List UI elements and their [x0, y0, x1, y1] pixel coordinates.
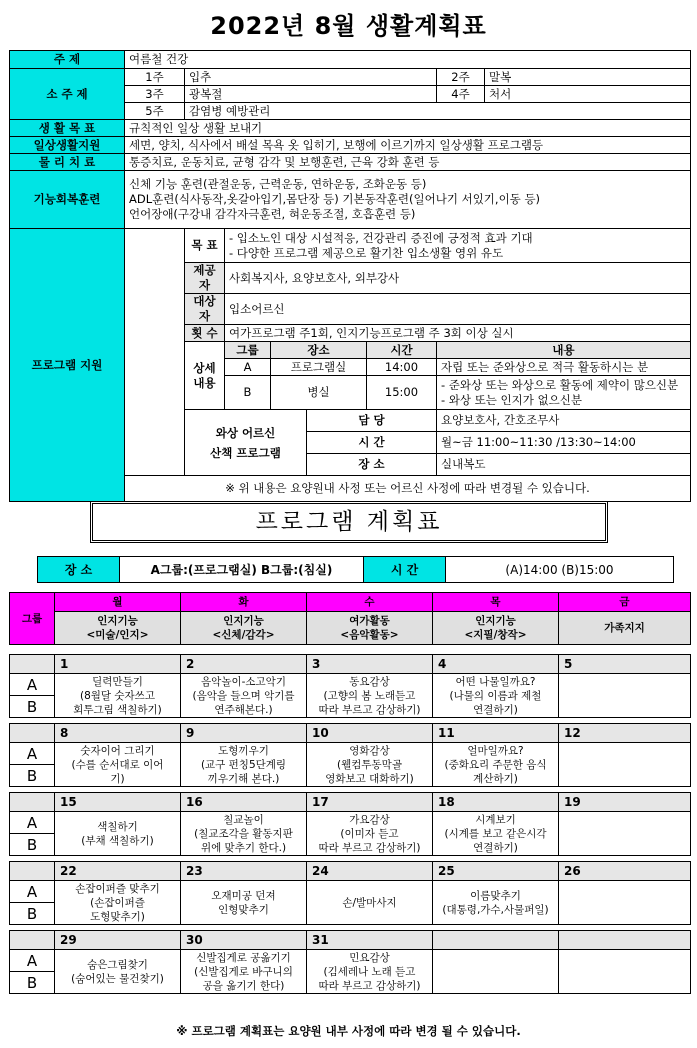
date-number: 24	[307, 862, 433, 881]
date-number: 4	[433, 655, 559, 674]
group-b-label: B	[10, 696, 55, 718]
program-cell-line: (이미자 듣고	[340, 827, 399, 840]
program-cell	[307, 812, 433, 856]
goal-label: 생 활 목 표	[10, 120, 125, 137]
activity-type	[559, 612, 691, 645]
program-cell-line: 어떤 나물일까요?	[455, 675, 536, 688]
walk-label-line: 와상 어르신	[215, 425, 276, 440]
program-cell-line: 따라 부르고 감상하기)	[318, 703, 421, 716]
week-theme: 입추	[185, 69, 437, 86]
program-cell	[559, 950, 691, 994]
num-row-spacer	[10, 724, 55, 743]
program-cell	[55, 881, 181, 925]
program-cell-line: (교구 펀칭5단계링	[200, 758, 287, 771]
program-cell-line: 따라 부르고 감상하기)	[318, 979, 421, 992]
date-number: 12	[559, 724, 691, 743]
detail-time: 15:00	[367, 376, 437, 410]
date-number: 5	[559, 655, 691, 674]
program-cell-line: 이름맞추기	[470, 889, 521, 902]
day-header: 수	[307, 593, 433, 612]
provider-value: 사회복지사, 요양보호사, 외부강사	[225, 263, 691, 294]
program-cell	[181, 812, 307, 856]
program-cell-line: (신발집게로 바구니의	[194, 965, 293, 978]
footer-note: ※ 프로그램 계획표는 요양원 내부 사정에 따라 변경 될 수 있습니다.	[176, 1024, 521, 1038]
program-cell	[559, 812, 691, 856]
program-cell-line: 오재미공 던져	[211, 889, 276, 902]
program-cell	[307, 743, 433, 787]
activity-type	[181, 612, 307, 645]
program-cell-line: 민요감상	[349, 951, 390, 964]
week-theme: 감염병 예방관리	[185, 103, 691, 120]
date-number: 22	[55, 862, 181, 881]
date-number: 18	[433, 793, 559, 812]
program-cell	[181, 674, 307, 718]
detail-header: 장소	[271, 342, 367, 359]
week-num: 1주	[125, 69, 185, 86]
program-cell	[433, 881, 559, 925]
date-number: 26	[559, 862, 691, 881]
program-cell	[307, 950, 433, 994]
activity-type-line: <지필/창작>	[464, 629, 527, 641]
group-b-label: B	[10, 972, 55, 994]
program-cell-line: 회투그림 색칠하기)	[73, 703, 162, 716]
purpose-value	[225, 229, 691, 263]
date-number: 9	[181, 724, 307, 743]
program-cell-line: 영화보고 대화하기)	[325, 772, 414, 785]
program-cell-line: 연결하기)	[473, 703, 518, 716]
physio-label: 물 리 치 료	[10, 154, 125, 171]
daily-label: 일상생활지원	[10, 137, 125, 154]
program-cell-line: 끼우기해 본다.)	[207, 772, 280, 785]
week-theme: 광복절	[185, 86, 437, 103]
program-cell	[55, 743, 181, 787]
detail-place: 프로그램실	[271, 359, 367, 376]
program-cell-line: 얼마일까요?	[467, 744, 524, 757]
group-a-label: A	[10, 950, 55, 972]
program-title: 프로그램 계획표	[90, 501, 608, 543]
program-cell-line: (고향의 봄 노래듣고	[323, 689, 416, 702]
detail-header: 내용	[437, 342, 691, 359]
date-number: 2	[181, 655, 307, 674]
program-cell-line: 음악놀이-소고악기	[201, 675, 286, 688]
program-cell-line: 칠교놀이	[223, 813, 264, 826]
program-cell	[55, 674, 181, 718]
week-num: 3주	[125, 86, 185, 103]
activity-type	[307, 612, 433, 645]
date-number: 23	[181, 862, 307, 881]
week-theme: 처서	[485, 86, 691, 103]
program-cell-line: 영화감상	[349, 744, 390, 757]
num-row-spacer	[10, 655, 55, 674]
program-cell	[55, 812, 181, 856]
detail-group: A	[225, 359, 271, 376]
program-cell	[307, 881, 433, 925]
subtheme-label: 소 주 제	[10, 69, 125, 120]
program-cell-line: (숨어있는 물건찾기)	[71, 972, 164, 985]
group-a-label: A	[10, 743, 55, 765]
walk-row-value: 월~금 11:00~11:30 /13:30~14:00	[437, 432, 691, 454]
program-cell	[181, 743, 307, 787]
page-title: 2022년 8월 생활계획표	[210, 12, 487, 40]
num-row-spacer	[10, 793, 55, 812]
walk-row-label: 담 당	[307, 410, 437, 432]
program-cell-line: 손/발마사지	[342, 896, 397, 909]
walk-row-value: 요양보호사, 간호조무사	[437, 410, 691, 432]
purpose-label: 목 표	[185, 229, 225, 263]
program-cell-line: 위에 맞추기 한다.)	[200, 841, 287, 854]
purpose-line: - 다양한 프로그램 제공으로 활기찬 입소생활 영위 유도	[229, 245, 504, 260]
group-a-label: A	[10, 881, 55, 903]
program-cell-line: 가요감상	[349, 813, 390, 826]
purpose-line: - 입소노인 대상 시설적응, 건강관리 증진에 긍정적 효과 기대	[229, 230, 533, 245]
detail-header: 시간	[367, 342, 437, 359]
group-b-label: B	[10, 903, 55, 925]
rehab-line: ADL훈련(식사동작,옷갈아입기,몸단장 등) 기본동작훈련(일어나기 서있기,이동 등)	[129, 192, 541, 206]
date-number: 19	[559, 793, 691, 812]
program-cell-line: 딜력만들기	[92, 675, 143, 688]
date-number: 3	[307, 655, 433, 674]
detail-time: 14:00	[367, 359, 437, 376]
program-cell-line: 숫자이어 그리기	[80, 744, 155, 757]
day-header: 화	[181, 593, 307, 612]
date-number: 15	[55, 793, 181, 812]
program-cell-line: (음악을 들으며 악기를	[192, 689, 295, 702]
plan-note: ※ 위 내용은 요양원내 사정 또는 어르신 사정에 따라 변경될 수 있습니다.	[125, 476, 691, 502]
program-cell-line: 계산하기)	[473, 772, 518, 785]
detail-place: 병실	[271, 376, 367, 410]
activity-type-line: 가족지지	[604, 622, 645, 634]
group-a-label: A	[10, 674, 55, 696]
walk-row-value: 실내복도	[437, 454, 691, 476]
activity-type-line: 인지기능	[223, 615, 264, 627]
rehab-value	[125, 171, 691, 229]
walk-label	[185, 410, 307, 476]
week-num: 2주	[437, 69, 485, 86]
detail-line: - 준와상 또는 와상으로 활동에 제약이 많으신분	[441, 377, 679, 392]
target-label: 대상자	[185, 294, 225, 325]
program-cell-line: 연결하기)	[473, 841, 518, 854]
place-label: 장 소	[38, 557, 120, 583]
detail-line: - 와상 또는 인지가 없으신분	[441, 392, 582, 407]
date-number: 11	[433, 724, 559, 743]
daily-value: 세면, 양치, 식사에서 배설 목욕 옷 입히기, 보행에 이르기까지 일상생활 프로그램등	[125, 137, 691, 154]
program-cell-line: 기)	[110, 772, 125, 785]
rehab-line: 신체 기능 훈련(관절운동, 근력운동, 연하운동, 조화운동 등)	[129, 177, 427, 191]
activity-type-line: <신체/감각>	[212, 629, 275, 641]
activity-type	[433, 612, 559, 645]
group-a-label: A	[10, 812, 55, 834]
detail-group: B	[225, 376, 271, 410]
num-row-spacer	[10, 862, 55, 881]
detail-content: 자립 또는 준와상으로 적극 활동하시는 분	[437, 359, 691, 376]
walk-label-line: 산책 프로그램	[210, 445, 281, 460]
program-cell-line: (대통령,가수,사물퍼일)	[442, 903, 549, 916]
program-cell-line: (부채 색칠하기)	[81, 834, 154, 847]
activity-type-line: <미술/인지>	[86, 629, 149, 641]
activity-type	[55, 612, 181, 645]
theme-label: 주 제	[10, 51, 125, 69]
walk-row-label: 시 간	[307, 432, 437, 454]
activity-type-line: 인지기능	[475, 615, 516, 627]
activity-type-line: 인지기능	[97, 615, 138, 627]
day-header: 금	[559, 593, 691, 612]
week-theme: 말복	[485, 69, 691, 86]
physio-value: 통증치료, 운동치료, 균형 감각 및 보행훈련, 근육 강화 훈련 등	[125, 154, 691, 171]
date-number: 1	[55, 655, 181, 674]
date-number: 8	[55, 724, 181, 743]
program-cell	[433, 812, 559, 856]
program-cell	[559, 881, 691, 925]
date-number: 17	[307, 793, 433, 812]
date-number: 10	[307, 724, 433, 743]
program-cell	[181, 881, 307, 925]
program-label: 프로그램 지원	[10, 229, 125, 502]
rehab-label: 기능회복훈련	[10, 171, 125, 229]
date-number: 29	[55, 931, 181, 950]
time-value: (A)14:00 (B)15:00	[446, 557, 674, 583]
program-cell-line: 공을 옮기기 한다)	[202, 979, 285, 992]
program-cell-line: (김세레나 노래 듣고	[323, 965, 416, 978]
time-label: 시 간	[364, 557, 446, 583]
group-b-label: B	[10, 834, 55, 856]
date-number: 25	[433, 862, 559, 881]
rehab-line: 언어장애(구강내 감각자극훈련, 혀운동조절, 호흡훈련 등)	[129, 207, 416, 221]
week-num: 4주	[437, 86, 485, 103]
num-row-spacer	[10, 931, 55, 950]
program-cell-line: 인형맞추기	[218, 903, 269, 916]
program-cell-line: 동요감상	[349, 675, 390, 688]
program-cell-line: 숨은그림찾기	[87, 958, 148, 971]
place-bar	[37, 556, 674, 583]
program-cell	[181, 950, 307, 994]
count-label: 횟 수	[185, 325, 225, 342]
program-cell	[433, 743, 559, 787]
program-cell-line: 손잡이퍼즐 맞추기	[75, 882, 160, 895]
date-number: 31	[307, 931, 433, 950]
program-cell-line: (나물의 이름과 제철	[449, 689, 542, 702]
program-cell-line: (웰컴투동막골	[337, 758, 402, 771]
program-cell-line: (중화요리 주문한 음식	[444, 758, 547, 771]
activity-type-line: 여가활동	[349, 615, 390, 627]
day-header: 목	[433, 593, 559, 612]
walk-row-label: 장 소	[307, 454, 437, 476]
goal-value: 규칙적인 일상 생활 보내기	[125, 120, 691, 137]
detail-header: 그룹	[225, 342, 271, 359]
date-number	[559, 931, 691, 950]
program-cell-line: (시계를 보고 같은시각	[444, 827, 547, 840]
program-cell-line: (수를 순서대로 이어	[71, 758, 164, 771]
program-cell	[559, 674, 691, 718]
program-cell	[307, 674, 433, 718]
program-cell-line: 시계보기	[475, 813, 516, 826]
group-b-label: B	[10, 765, 55, 787]
date-number: 30	[181, 931, 307, 950]
program-cell-line: 도형끼우기	[218, 744, 269, 757]
program-cell-line: (8월달 숫자쓰고	[80, 689, 155, 702]
program-calendar	[9, 592, 691, 994]
program-cell	[559, 743, 691, 787]
place-value: A그룹:(프로그램실) B그룹:(침실)	[120, 557, 364, 583]
theme-value: 여름철 건강	[125, 51, 691, 69]
program-cell-line: 따라 부르고 감상하기)	[318, 841, 421, 854]
count-value: 여가프로그램 주1회, 인지기능프로그램 주 3회 이상 실시	[225, 325, 691, 342]
program-cell	[55, 950, 181, 994]
life-plan-table	[9, 50, 691, 502]
activity-type-line: <음악활동>	[340, 629, 399, 641]
detail-label: 상세내용	[185, 342, 225, 410]
target-value: 입소어르신	[225, 294, 691, 325]
provider-label: 제공자	[185, 263, 225, 294]
group-header: 그룹	[10, 593, 55, 645]
week-num: 5주	[125, 103, 185, 120]
program-cell-line: 도형맞추기)	[90, 910, 145, 923]
date-number	[433, 931, 559, 950]
program-cell-line: 색칠하기	[97, 820, 138, 833]
day-header: 월	[55, 593, 181, 612]
date-number: 16	[181, 793, 307, 812]
program-cell-line: (손잡이퍼즐	[90, 896, 145, 909]
program-cell-line: 신발집게로 공옮기기	[196, 951, 291, 964]
detail-content	[437, 376, 691, 410]
program-cell	[433, 950, 559, 994]
program-cell	[433, 674, 559, 718]
program-cell-line: 연주해본다.)	[214, 703, 273, 716]
program-cell-line: (칠교조각을 활동지판	[194, 827, 293, 840]
